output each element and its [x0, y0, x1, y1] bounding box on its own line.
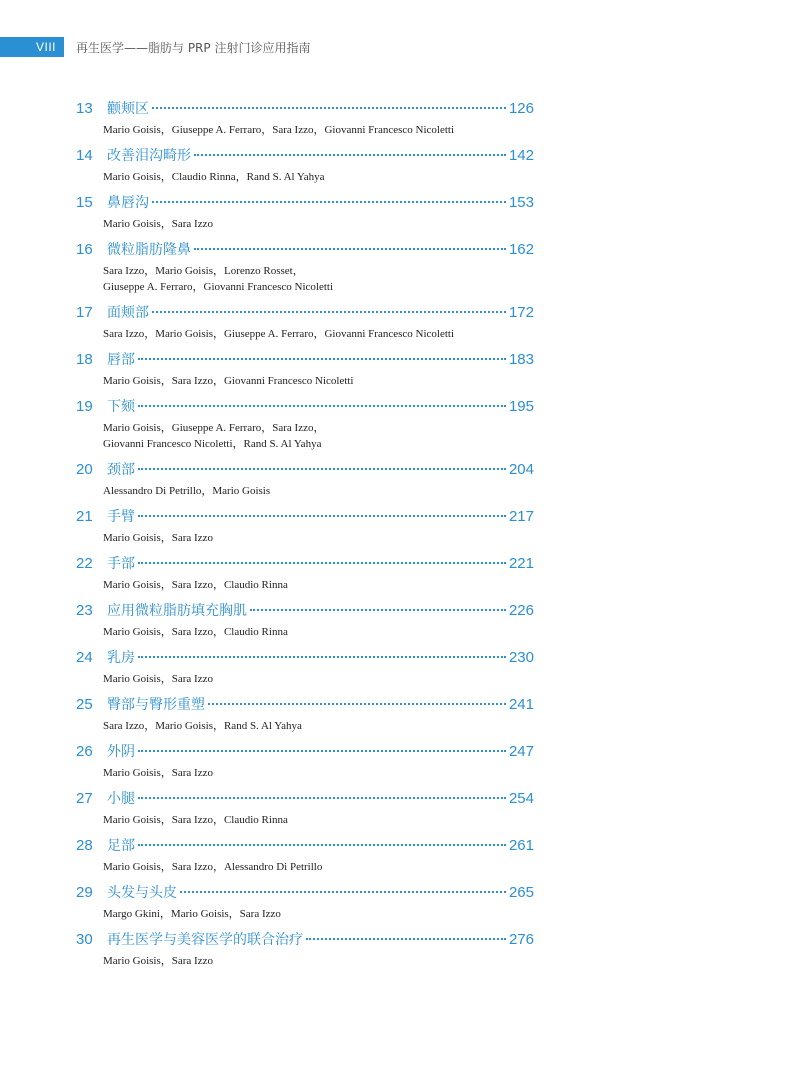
- toc-entry[interactable]: [76, 600, 534, 647]
- dot-leader: [152, 311, 506, 313]
- chapter-number: 28: [76, 837, 93, 854]
- chapter-title[interactable]: 外阴: [107, 744, 135, 760]
- chapter-authors: Mario Goisis，Sara Izzo，Giovanni Francesco Nicoletti: [103, 375, 354, 387]
- chapter-authors: Mario Goisis，Sara Izzo，Claudio Rinna: [103, 626, 288, 638]
- toc-entry-heading[interactable]: [76, 929, 534, 953]
- chapter-title[interactable]: 乳房: [107, 650, 135, 666]
- chapter-number: 18: [76, 351, 93, 368]
- page-number[interactable]: 247: [508, 743, 534, 760]
- chapter-authors: Mario Goisis，Sara Izzo: [103, 767, 213, 779]
- page-number[interactable]: 230: [508, 649, 534, 666]
- chapter-authors: Sara Izzo，Mario Goisis，Giuseppe A. Ferraro，Giovanni Francesco Nicoletti: [103, 328, 454, 340]
- chapter-authors: Giuseppe A. Ferraro，Giovanni Francesco Nicoletti: [103, 281, 334, 293]
- toc-entry-heading[interactable]: [76, 882, 534, 906]
- page-number[interactable]: 261: [508, 837, 534, 854]
- toc-entry-heading[interactable]: [76, 835, 534, 859]
- toc-entry[interactable]: [76, 396, 534, 459]
- chapter-authors: Alessandro Di Petrillo，Mario Goisis: [103, 485, 271, 497]
- chapter-authors: Sara Izzo，Mario Goisis，Rand S. Al Yahya: [103, 720, 302, 732]
- page-number[interactable]: 195: [508, 398, 534, 415]
- chapter-number: 15: [76, 194, 93, 211]
- toc-entry[interactable]: [76, 929, 534, 976]
- dot-leader: [138, 515, 506, 517]
- toc-entry[interactable]: [76, 835, 534, 882]
- toc-entry[interactable]: [76, 302, 534, 349]
- chapter-title[interactable]: 微粒脂肪隆鼻: [107, 242, 191, 258]
- chapter-number: 21: [76, 508, 93, 525]
- page-number[interactable]: 204: [508, 461, 534, 478]
- chapter-number: 25: [76, 696, 93, 713]
- toc-entry-heading[interactable]: [76, 506, 534, 530]
- page-number[interactable]: 142: [508, 147, 534, 164]
- chapter-title[interactable]: 手臂: [107, 509, 135, 525]
- chapter-number: 14: [76, 147, 93, 164]
- chapter-number: 22: [76, 555, 93, 572]
- table-of-contents: [76, 98, 534, 976]
- dot-leader: [250, 609, 506, 611]
- chapter-number: 26: [76, 743, 93, 760]
- chapter-number: 17: [76, 304, 93, 321]
- chapter-title[interactable]: 改善泪沟畸形: [107, 148, 191, 164]
- chapter-number: 23: [76, 602, 93, 619]
- toc-entry[interactable]: [76, 349, 534, 396]
- dot-leader: [208, 703, 506, 705]
- dot-leader: [138, 797, 506, 799]
- toc-entry-heading[interactable]: [76, 349, 534, 373]
- chapter-authors: Sara Izzo，Mario Goisis，Lorenzo Rosset，: [103, 265, 304, 277]
- toc-entry[interactable]: [76, 553, 534, 600]
- chapter-title[interactable]: 颧颊区: [107, 101, 149, 117]
- book-title: 再生医学——脂肪与 PRP 注射门诊应用指南: [76, 40, 311, 55]
- page-number[interactable]: 241: [508, 696, 534, 713]
- toc-entry[interactable]: [76, 788, 534, 835]
- page-label: VIII: [0, 37, 64, 57]
- chapter-authors: Mario Goisis，Claudio Rinna，Rand S. Al Yahya: [103, 171, 325, 183]
- toc-entry-heading[interactable]: [76, 647, 534, 671]
- toc-entry-heading[interactable]: [76, 741, 534, 765]
- toc-entry[interactable]: [76, 98, 534, 145]
- dot-leader: [180, 891, 506, 893]
- chapter-number: 16: [76, 241, 93, 258]
- chapter-title[interactable]: 手部: [107, 556, 135, 572]
- toc-entry[interactable]: [76, 741, 534, 788]
- toc-entry[interactable]: [76, 459, 534, 506]
- chapter-authors: Mario Goisis，Sara Izzo，Claudio Rinna: [103, 579, 288, 591]
- page-number[interactable]: 172: [508, 304, 534, 321]
- toc-entry-heading[interactable]: [76, 192, 534, 216]
- chapter-authors: Mario Goisis，Sara Izzo，Alessandro Di Petrillo: [103, 861, 323, 873]
- toc-entry[interactable]: [76, 239, 534, 302]
- dot-leader: [306, 938, 506, 940]
- chapter-number: 30: [76, 931, 93, 948]
- page-number[interactable]: 221: [508, 555, 534, 572]
- chapter-number: 27: [76, 790, 93, 807]
- dot-leader: [138, 405, 506, 407]
- chapter-title[interactable]: 再生医学与美容医学的联合治疗: [107, 932, 303, 948]
- toc-entry[interactable]: [76, 647, 534, 694]
- chapter-title[interactable]: 唇部: [107, 352, 135, 368]
- dot-leader: [138, 750, 506, 752]
- chapter-authors: Mario Goisis，Sara Izzo: [103, 673, 213, 685]
- chapter-title[interactable]: 足部: [107, 838, 135, 854]
- page-number[interactable]: 265: [508, 884, 534, 901]
- chapter-authors: Giovanni Francesco Nicoletti，Rand S. Al Yahya: [103, 438, 322, 450]
- chapter-authors: Mario Goisis，Giuseppe A. Ferraro，Sara Izzo，Giovanni Francesco Nicoletti: [103, 124, 454, 136]
- toc-entry-heading[interactable]: [76, 788, 534, 812]
- dot-leader: [152, 107, 506, 109]
- toc-entry[interactable]: [76, 882, 534, 929]
- page-number[interactable]: 226: [508, 602, 534, 619]
- toc-entry[interactable]: [76, 506, 534, 553]
- chapter-title[interactable]: 面颊部: [107, 305, 149, 321]
- toc-entry-heading[interactable]: [76, 239, 534, 263]
- chapter-title[interactable]: 小腿: [107, 791, 135, 807]
- running-header: [0, 37, 310, 57]
- page-number[interactable]: 276: [508, 931, 534, 948]
- toc-entry[interactable]: [76, 145, 534, 192]
- chapter-authors: Mario Goisis，Giuseppe A. Ferraro，Sara Izzo，: [103, 422, 325, 434]
- chapter-title[interactable]: 应用微粒脂肪填充胸肌: [107, 603, 247, 619]
- toc-entry-heading[interactable]: [76, 459, 534, 483]
- dot-leader: [138, 656, 506, 658]
- toc-entry-heading[interactable]: [76, 553, 534, 577]
- chapter-number: 20: [76, 461, 93, 478]
- dot-leader: [138, 562, 506, 564]
- dot-leader: [138, 468, 506, 470]
- page-number[interactable]: 126: [508, 100, 534, 117]
- chapter-title[interactable]: 颈部: [107, 462, 135, 478]
- chapter-title[interactable]: 下颏: [107, 399, 135, 415]
- page-number[interactable]: 254: [508, 790, 534, 807]
- chapter-authors: Mario Goisis，Sara Izzo: [103, 955, 213, 967]
- dot-leader: [152, 201, 506, 203]
- toc-entry[interactable]: [76, 694, 534, 741]
- toc-entry-heading[interactable]: [76, 98, 534, 122]
- toc-entry-heading[interactable]: [76, 694, 534, 718]
- chapter-number: 29: [76, 884, 93, 901]
- toc-entry-heading[interactable]: [76, 396, 534, 420]
- page-number[interactable]: 153: [508, 194, 534, 211]
- page-number[interactable]: 162: [508, 241, 534, 258]
- dot-leader: [194, 248, 506, 250]
- toc-entry-heading[interactable]: [76, 302, 534, 326]
- chapter-authors: Mario Goisis，Sara Izzo: [103, 532, 213, 544]
- chapter-authors: Margo Gkini，Mario Goisis，Sara Izzo: [103, 908, 281, 920]
- chapter-title[interactable]: 头发与头皮: [107, 885, 177, 901]
- chapter-title[interactable]: 臀部与臀形重塑: [107, 697, 205, 713]
- page-number[interactable]: 217: [508, 508, 534, 525]
- page-number[interactable]: 183: [508, 351, 534, 368]
- chapter-authors: Mario Goisis，Sara Izzo，Claudio Rinna: [103, 814, 288, 826]
- dot-leader: [138, 844, 506, 846]
- chapter-authors: Mario Goisis，Sara Izzo: [103, 218, 213, 230]
- chapter-number: 13: [76, 100, 93, 117]
- chapter-number: 19: [76, 398, 93, 415]
- toc-entry[interactable]: [76, 192, 534, 239]
- dot-leader: [194, 154, 506, 156]
- dot-leader: [138, 358, 506, 360]
- chapter-number: 24: [76, 649, 93, 666]
- toc-entry-heading[interactable]: [76, 600, 534, 624]
- chapter-title[interactable]: 鼻唇沟: [107, 195, 149, 211]
- toc-entry-heading[interactable]: [76, 145, 534, 169]
